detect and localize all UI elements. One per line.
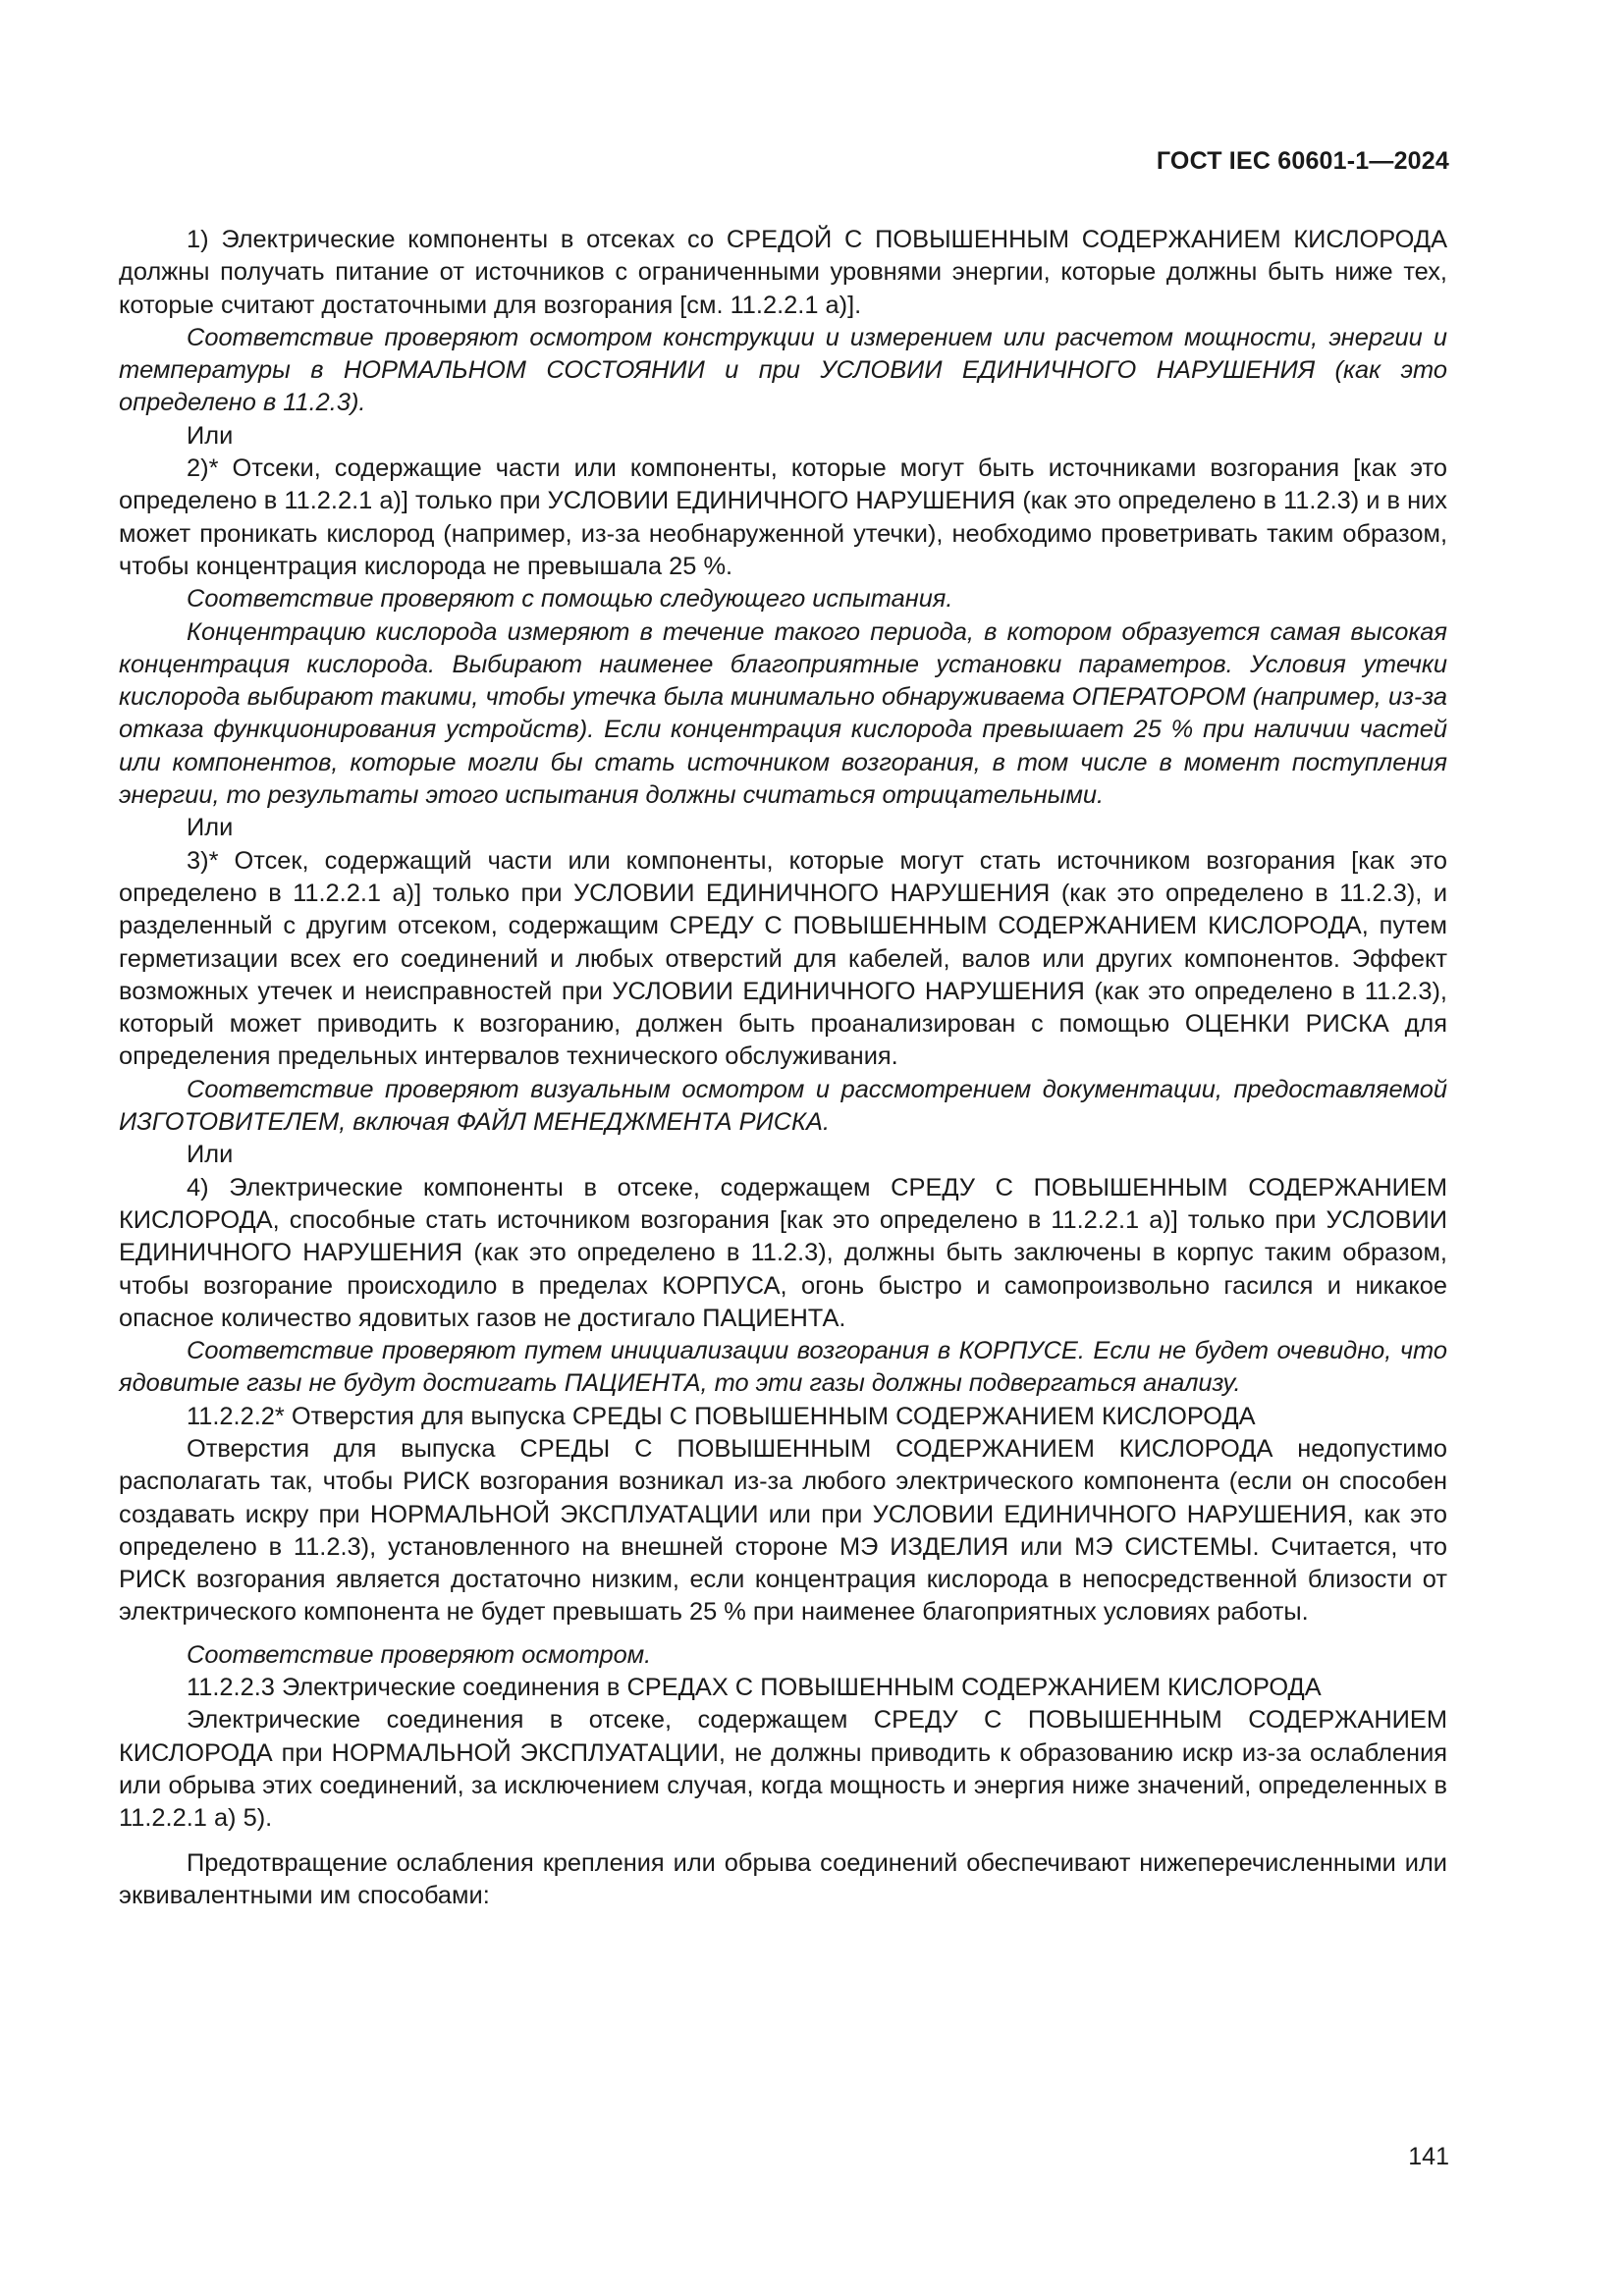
or-separator-3: Или <box>187 1141 234 1169</box>
or-separator-2: Или <box>187 814 234 842</box>
compliance-paragraph-2: Соответствие проверяют с помощью следующего испытания. <box>187 585 953 614</box>
compliance-paragraph-5: Соответствие проверяют осмотром. <box>187 1640 652 1669</box>
prevention-paragraph: Предотвращение ослабления крепления или обрыва соединений обеспечивают нижеперечисленными или эквивалентными им способами: <box>119 1848 1447 1909</box>
section-11-2-2-2-body: Отверстия для выпуска СРЕДЫ С ПОВЫШЕННЫМ СОДЕРЖАНИЕМ КИСЛОРОДА недопустимо располагать так, чтобы РИСК возгорания возникал из-за любого электрического компонента (если он способен создавать искру при НОРМАЛЬНОЙ ЭКСПЛУАТАЦИИ или при УСЛОВИИ ЕДИНИЧНОГО НАРУШЕНИЯ, как это определено в 11.2.3), установленного на внешней стороне МЭ ИЗДЕЛИЯ или МЭ СИСТЕМЫ. Считается, что РИСК возгорания является достаточно низким, если концентрация кислорода в непосредственной близости от электрического компонента не будет превышать 25 % при наименее благоприятных условиях работы. <box>119 1434 1447 1627</box>
section-11-2-2-3-body: Электрические соединения в отсеке, содержащем СРЕДУ С ПОВЫШЕННЫМ СОДЕРЖАНИЕМ КИСЛОРОДА при НОРМАЛЬНОЙ ЭКСПЛУАТАЦИИ, не должны приводить к образованию искр из-за ослабления или обрыва этих соединений, за исключением случая, когда мощность и энергия ниже значений, определенных в 11.2.2.1 а) 5). <box>119 1706 1447 1833</box>
page-number: 141 <box>1408 2143 1449 2170</box>
paragraph-item-3: 3)* Отсек, содержащий части или компоненты, которые могут стать источником возгорания [как это определено в 11.2.2.1 а)] только при УСЛОВИИ ЕДИНИЧНОГО НАРУШЕНИЯ (как это определено в 11.2.3), и разделенный с другим отсеком, содержащим СРЕДУ С ПОВЫШЕННЫМ СОДЕРЖАНИЕМ КИСЛОРОДА, путем герметизации всех его соединений и любых отверстий для кабелей, валов или других компонентов. Эффект возможных утечек и неисправностей при УСЛОВИИ ЕДИНИЧНОГО НАРУШЕНИЯ (как это определено в 11.2.3), который может приводить к возгоранию, должен быть проанализирован с помощью ОЦЕНКИ РИСКА для определения предельных интервалов технического обслуживания. <box>119 846 1447 1071</box>
paragraph-item-1: 1) Электрические компоненты в отсеках со СРЕДОЙ С ПОВЫШЕННЫМ СОДЕРЖАНИЕМ КИСЛОРОДА должны получать питание от источников с ограниченными уровнями энергии, которые должны быть ниже тех, которые считают достаточными для возгорания [см. 11.2.2.1 а)]. <box>119 226 1447 319</box>
compliance-paragraph-3: Соответствие проверяют визуальным осмотром и рассмотрением документации, предоставляемой ИЗГОТОВИТЕЛЕМ, включая ФАЙЛ МЕНЕДЖМЕНТА РИСКА. <box>119 1075 1447 1137</box>
section-heading-11-2-2-3: 11.2.2.3 Электрические соединения в СРЕДАХ С ПОВЫШЕННЫМ СОДЕРЖАНИЕМ КИСЛОРОДА <box>187 1674 1322 1702</box>
paragraph-item-2: 2)* Отсеки, содержащие части или компоненты, которые могут быть источниками возгорания [как это определено в 11.2.2.1 а)] только при УСЛОВИИ ЕДИНИЧНОГО НАРУШЕНИЯ (как это определено в 11.2.3) и в них может проникать кислород (например, из-за необнаруженной утечки), необходимо проветривать таким образом, чтобы концентрация кислорода не превышала 25 %. <box>119 454 1447 580</box>
compliance-paragraph-4: Соответствие проверяют путем инициализации возгорания в КОРПУСЕ. Если не будет очевидно, что ядовитые газы не будут достигать ПАЦИЕНТА, то эти газы должны подвергаться анализу. <box>119 1337 1447 1398</box>
document-body <box>119 224 1447 1912</box>
test-description-paragraph: Концентрацию кислорода измеряют в течение такого периода, в котором образуется самая высокая концентрация кислорода. Выбирают наименее благоприятные установки параметров. Условия утечки кислорода выбирают такими, чтобы утечка была минимально обнаруживаема ОПЕРАТОРОМ (например, из-за отказа функционирования устройств). Если концентрация кислорода превышает 25 % при наличии частей или компонентов, которые могли бы стать источником возгорания, в том числе в момент поступления энергии, то результаты этого испытания должны считаться отрицательными. <box>119 617 1447 810</box>
compliance-paragraph-1: Соответствие проверяют осмотром конструкции и измерением или расчетом мощности, энергии и температуры в НОРМАЛЬНОМ СОСТОЯНИИ и при УСЛОВИИ ЕДИНИЧНОГО НАРУШЕНИЯ (как это определено в 11.2.3). <box>119 323 1447 417</box>
document-header: ГОСТ IEC 60601-1—2024 <box>1156 147 1449 175</box>
paragraph-item-4: 4) Электрические компоненты в отсеке, содержащем СРЕДУ С ПОВЫШЕННЫМ СОДЕРЖАНИЕМ КИСЛОРОДА, способные стать источником возгорания [как это определено в 11.2.2.1 а)] только при УСЛОВИИ ЕДИНИЧНОГО НАРУШЕНИЯ (как это определено в 11.2.3), должны быть заключены в корпус таким образом, чтобы возгорание происходило в пределах КОРПУСА, огонь быстро и самопроизвольно гасился и никакое опасное количество ядовитых газов не достигало ПАЦИЕНТА. <box>119 1173 1447 1332</box>
or-separator-1: Или <box>187 421 234 450</box>
section-heading-11-2-2-2: 11.2.2.2* Отверстия для выпуска СРЕДЫ С ПОВЫШЕННЫМ СОДЕРЖАНИЕМ КИСЛОРОДА <box>187 1402 1256 1430</box>
